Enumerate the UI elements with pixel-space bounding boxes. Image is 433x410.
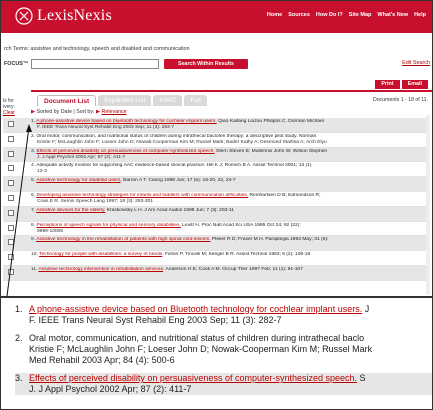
result-checkbox[interactable] (8, 254, 14, 260)
result-row (3, 207, 430, 222)
result-text (31, 178, 427, 184)
result-checkbox[interactable] (8, 225, 14, 231)
result-checkbox[interactable] (8, 136, 14, 142)
result-row (3, 118, 430, 133)
zoom-item-2-number: 2. (15, 333, 23, 343)
email-button[interactable]: Email (402, 80, 428, 89)
nav-site-map[interactable]: Site Map (348, 12, 372, 18)
result-title-link[interactable]: Assistive devices for the elderly. (36, 207, 106, 213)
nav-help[interactable]: Help (414, 12, 426, 18)
top-nav (267, 12, 426, 18)
result-details: . Anderson H E; Cook A M. Occup Ther 1997 Feb; 11 (1): 91-107 (163, 266, 303, 272)
result-number: 7. (31, 207, 36, 213)
result-number: 11. (31, 266, 38, 272)
nav-home[interactable]: Home (266, 12, 283, 18)
result-details: Pfeiler R D; Fraser M H. Paraplegia 1993 May; 31 (5): (210, 237, 329, 243)
print-button[interactable]: Print (375, 80, 399, 89)
result-details: . Fisher P. Tincelli M; Seeger B R. Assist Technol 1993; 5 (2): 105-18 (162, 252, 311, 258)
zoom-item-2 (15, 333, 433, 366)
result-row (3, 148, 430, 163)
result-checkbox[interactable] (8, 151, 14, 157)
result-text (31, 223, 427, 235)
result-checkbox[interactable] (8, 195, 14, 201)
edit-search-link[interactable]: Edit Search (402, 60, 430, 66)
result-number: 6. (31, 192, 36, 198)
sort-bar (31, 109, 431, 117)
result-row (3, 133, 430, 148)
zoom-item-2-title: Oral motor, communication, and nutritional status of children during intrathecal baclo (29, 333, 365, 343)
result-text (31, 267, 427, 273)
result-text (31, 193, 427, 205)
zoom-item-2-citation: Med Rehabil 2003 Apr; 84 (4): 500-6 (29, 355, 175, 365)
result-details: Oral motor, communication, and nutritional status of children during intrathecal baclofen therapy: a descriptive pilot study. Norman (36, 133, 317, 139)
clear-link[interactable]: Clear (3, 110, 15, 116)
result-details: Qiao Kaifang Loizou Philipos C. Dorman Michael (216, 119, 324, 124)
result-title-link[interactable]: Developing assistive technology strategies for infants and toddlers with communication difficulties. (36, 192, 249, 198)
print-email-group (375, 80, 428, 89)
relevance-arrow-icon: ▶ (95, 109, 101, 115)
result-row (3, 162, 430, 177)
result-details: . Barron A T. Caring 1998 Jun; 17 (6): 18-20, 22, 24-7 (120, 178, 236, 184)
result-title-link[interactable]: Perceptions of speech signals for physical and sensory disabilities. (36, 222, 181, 228)
zoom-item-3-citation: J. J Appl Psychol 2002 Apr; 87 (2): 411-7 (29, 384, 192, 394)
logo-text: LexisNexis (37, 7, 112, 24)
nav-how-do-i[interactable]: How Do I? (315, 12, 343, 18)
result-row (3, 177, 430, 192)
zoom-item-3 (15, 373, 433, 395)
results-list (3, 118, 430, 281)
result-text (31, 149, 427, 161)
result-row (3, 222, 430, 237)
result-checkbox[interactable] (8, 180, 14, 186)
nav-sources[interactable]: Sources (288, 12, 310, 18)
result-citation: F. IEEE Trans Neural Syst Rehabil Eng 2003 Sep; 11 (3): 282-7 (37, 125, 175, 130)
focus-label: FOCUS™ (4, 61, 29, 67)
result-checkbox[interactable] (8, 165, 14, 171)
result-citation: 12-3 (37, 169, 47, 175)
result-details: Adequate activity monitor for supporting AAC evidence-based clinical practice. Hill K J; Romich B A. Assist Technol 2001; 13 (1) (36, 163, 312, 169)
result-text (31, 134, 427, 146)
result-number: 9. (31, 237, 36, 243)
sidebar (3, 98, 25, 116)
search-within-results-button[interactable]: Search Within Results (164, 59, 248, 69)
result-details: Reinhartsen D B; Edmondson R; (248, 192, 321, 198)
tab-full[interactable]: Full (184, 95, 206, 106)
nav-whats-new[interactable]: What's New (377, 12, 409, 18)
logo[interactable] (15, 7, 112, 25)
result-citation: 9999-10006 (37, 228, 64, 234)
result-citation: Crais E R. Semin Speech Lang 1997; 18 (3): 283-301 (37, 198, 154, 204)
documents-count: Documents 1 - 18 of 11. (373, 97, 428, 103)
sidebar-text-1: ls for (3, 98, 14, 104)
result-checkbox[interactable] (8, 239, 14, 245)
tab-expanded-list[interactable]: Expanded List (98, 95, 151, 106)
result-details: Levitt H. Proc Natl Acad Sci USA 1995 Oct 24; 92 (22): (180, 222, 301, 228)
zoom-item-2-authors: Kristie F; McLaughlin John F; Loeser John D; Nowak-Cooperman Kim M; Russel Mark (29, 344, 373, 354)
search-terms: rch Terms: assistive and technology, speech and disabled and communication (4, 46, 190, 52)
zoom-item-1-rest: J (362, 304, 370, 314)
result-number: 8. (31, 222, 36, 228)
zoomed-results-panel (0, 297, 433, 410)
result-row (3, 251, 430, 266)
result-number: 3. (31, 148, 36, 154)
result-title-link[interactable]: Technology for people with disabilities: a survey of needs (39, 252, 163, 258)
result-title-link[interactable]: Assistive technology in the rehabilitation of patients with high spinal cord lesions. (36, 237, 211, 243)
focus-search-input[interactable] (31, 59, 159, 69)
sort-separator: | Sort by: (73, 109, 95, 115)
result-text (31, 208, 427, 214)
sorted-by-date: Sorted by Date (36, 109, 72, 115)
result-details: Kraskowsky L H. J Am Acad Audiol 1998 Jun; 7 (3): 203-11 (105, 207, 235, 213)
zoom-item-1-title[interactable]: A phone-assistive device based on Bluetooth technology for cochlear implant users. (29, 304, 363, 314)
zoom-item-1 (15, 304, 433, 326)
result-number: 4. (31, 163, 36, 169)
result-text (31, 237, 427, 243)
scrollbar[interactable] (426, 115, 430, 295)
result-number: 1. (31, 119, 36, 124)
result-row (3, 266, 430, 281)
top-banner (1, 1, 432, 33)
tab-kwic[interactable]: KWIC (153, 95, 182, 106)
sort-triangle-icon: ▶ (31, 109, 36, 115)
focus-row (4, 59, 432, 71)
zoom-item-3-title[interactable]: Effects of perceived disability on persuasiveness of computer-synthesized speech. (29, 373, 358, 383)
result-checkbox[interactable] (8, 269, 14, 275)
result-row (3, 192, 430, 207)
sidebar-text-2: ivery: (3, 104, 15, 110)
result-row (3, 236, 430, 251)
result-text (31, 119, 427, 131)
result-text (31, 163, 427, 175)
result-title-link[interactable]: Assistive technology intervention in rehabilitation services (38, 266, 164, 272)
result-checkbox[interactable] (8, 121, 14, 127)
lexisnexis-logo-icon (15, 7, 33, 25)
red-divider (31, 90, 432, 92)
result-text (31, 252, 427, 258)
result-title-link[interactable]: A phone-assistive device based on bluetooth technology for cochlear implant users. (36, 119, 217, 124)
result-number: 10. (31, 252, 38, 258)
result-details: Stern Steven E; Mullennix John W; Wilson Stephen (214, 148, 328, 154)
result-number: 5. (31, 178, 36, 184)
view-tabs (37, 95, 207, 106)
zoom-item-1-number: 1. (15, 304, 23, 314)
result-title-link[interactable]: Assistive technology for disabled users (36, 178, 121, 184)
result-checkbox[interactable] (8, 210, 14, 216)
result-number: 2. (31, 133, 36, 139)
tab-document-list[interactable]: Document List (37, 95, 96, 106)
zoom-item-3-number: 3. (15, 373, 23, 383)
result-citation: Kristie F; McLaughlin John F; Loeser John D; Nowak-Cooperman Kim M; Russel Mark; Bader Kathy A; Desmond Starlina A; Arch Elyu (37, 139, 327, 145)
result-title-link[interactable]: Effects of perceived disability on persuasiveness of computer-synthesized speech. (36, 148, 215, 154)
sort-relevance-link[interactable]: Relevance (101, 109, 127, 115)
zoom-item-3-rest: S (357, 373, 366, 383)
result-citation: J. J Appl Psychol 2002 Apr; 87 (2): 411-7 (37, 154, 126, 160)
zoom-item-1-citation: F. IEEE Trans Neural Syst Rehabil Eng 2003 Sep; 11 (3): 282-7 (29, 315, 282, 325)
